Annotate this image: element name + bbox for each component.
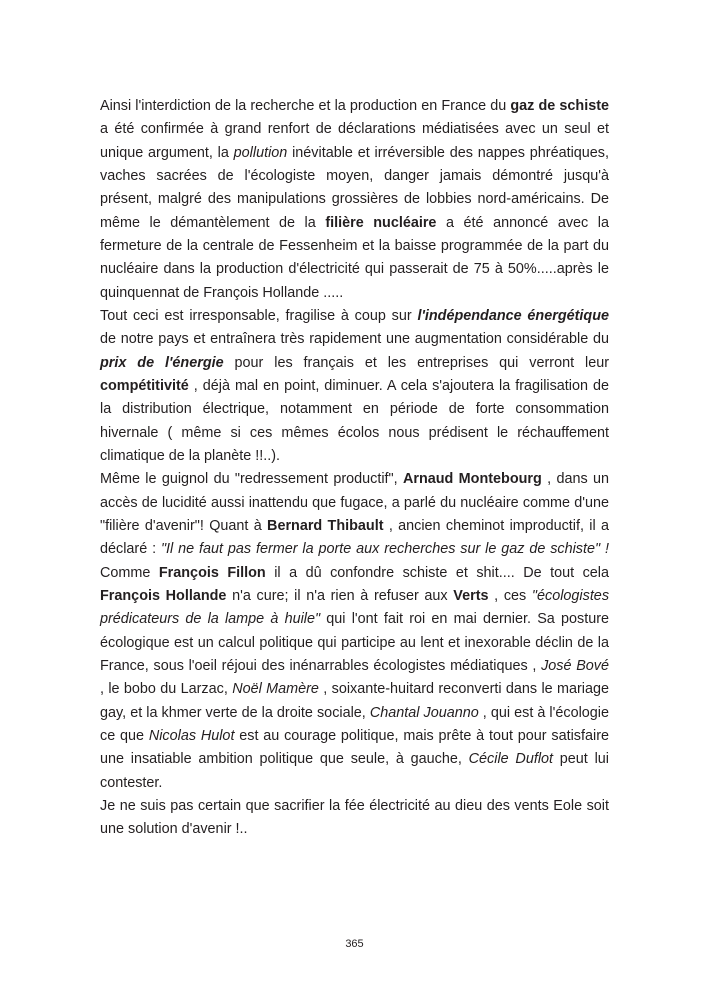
text-run: pour les français et les entreprises qui verront leur [223,354,609,371]
text-run: filière nucléaire [325,214,437,231]
text-run: José Bové [541,657,609,674]
paragraph-3 [100,468,609,795]
text-run: Chantal Jouanno [369,704,479,721]
text-run: gaz de schiste [510,98,609,114]
text-run: Ainsi l'interdiction de la recherche et la production en France du [100,98,511,114]
text-run: Nicolas Hulot [148,727,235,744]
text-run: François Hollande [100,587,227,604]
text-run: Je ne suis pas certain que sacrifier la fée électricité au dieu des vents Eole [100,797,583,814]
text-run: peut lui contester. [100,751,609,791]
text-run: Même le guignol du "redressement productif", [100,471,403,488]
text-run: l'indépendance énergétique [417,307,609,324]
text-run: , ces [488,587,532,604]
text-run: est au courage politique, mais prête à tout pour satisfaire une insatiable ambition politique que seule, à gauche, [100,727,609,768]
text-run: François Fillon [158,564,266,581]
paragraph-1 [100,95,609,305]
text-run: Bernard Thibault [267,517,384,534]
text-run: qui l'ont fait roi en mai dernier. Sa posture écologique est un calcul politique qui participe au lent et inexorable déclin de la France, sous l'oeil réjoui des inénarrables écologistes médiatiques , [100,611,609,674]
text-run: pollution [233,144,288,161]
text-run: n'a cure; il n'a rien à refuser aux [226,587,454,604]
text-run: prix de l'énergie [100,354,224,371]
text-run: , qui est à l'écologie ce que [100,704,609,744]
text-run: Arnaud Montebourg [402,471,542,488]
text-run: "écologistes prédicateurs de la lampe à huile" [100,587,610,628]
text-run: "Il ne faut pas fermer la porte aux recherches sur le gaz de schiste" ! [160,541,609,558]
text-run: il a dû confondre schiste et shit.... De tout cela [265,564,610,581]
text-run: inévitable et irréversible des nappes phréatiques, vaches sacrées de l'écologiste moyen, danger jamais démontré jusqu'à présent, malgré des manipulations grossières de lobbies nord-américains. De même le démantèlement de la [100,144,609,231]
text-run: Comme [100,564,159,581]
text-run: Verts [453,587,489,604]
text-run: Cécile Duflot [468,751,554,768]
text-run: a été confirmée à grand renfort de déclarations médiatisées avec un seul et unique argument, la [100,121,609,161]
text-run: , déjà mal en point, diminuer. A cela s'ajoutera la fragilisation de la distribution électrique, notamment en période de forte consommation hivernale ( même si ces mêmes écolos nous prédisent le réchauffement climatique de la planète !!..). [100,377,609,464]
page-text-body [100,95,609,842]
text-run: Noël Mamère [232,681,319,698]
text-run: soit une solution d'avenir !.. [100,797,609,838]
text-run: de notre pays et entraînera très rapidement une augmentation considérable du [100,331,609,348]
text-run: , soixante-huitard reconverti dans le mariage gay, et la khmer verte de la droite sociale, [100,681,610,721]
text-run: compétitivité [100,377,189,394]
text-run: a été annoncé avec la fermeture de la centrale de Fessenheim et la baisse programmée de la part du nucléaire dans la production d'électricité qui passerait de 75 à 50%.....après le quinquennat de François Hollande ..... [100,214,609,301]
paragraph-2 [100,305,609,468]
text-run: , le bobo du Larzac, [100,681,233,698]
page-number: 365 [345,938,364,950]
paragraph-4 [100,795,609,842]
text-run: , ancien cheminot improductif, il a déclaré : [100,517,610,558]
text-run: Tout ceci est irresponsable, fragilise à coup sur [100,307,418,324]
text-run: , dans un accès de lucidité aussi inattendu que fugace, a parlé du nucléaire comme d'une "filière d'avenir"! Quant à [100,471,609,534]
